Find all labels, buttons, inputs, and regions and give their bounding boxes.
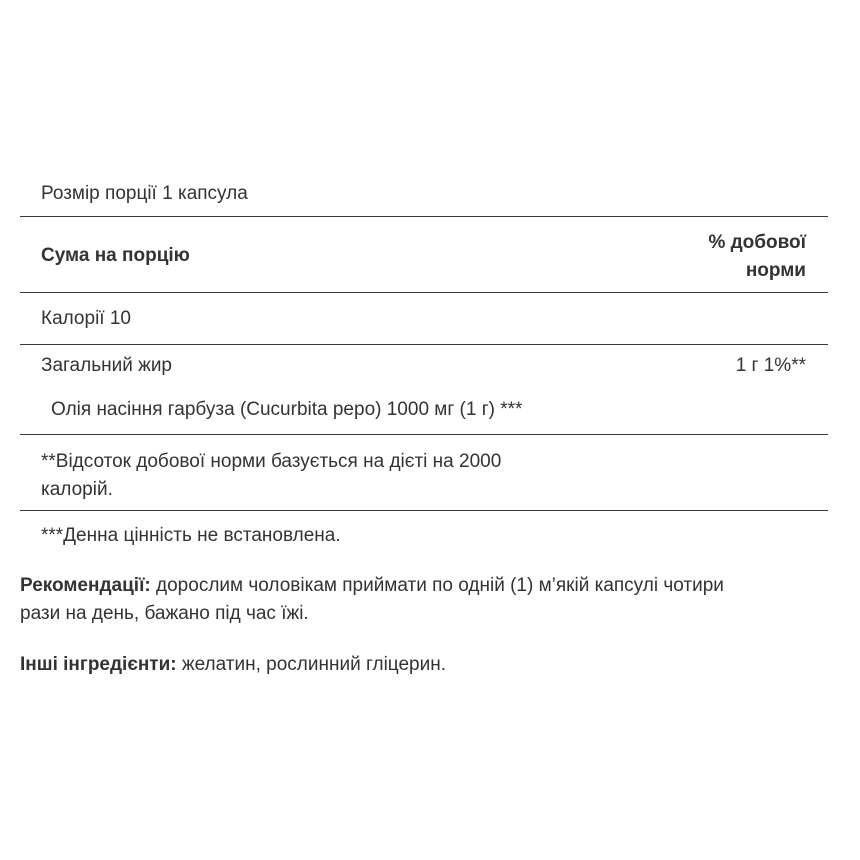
total-fat-value: 1 г 1%** <box>735 355 806 376</box>
recommendations-text-line1: дорослим чоловікам приймати по одній (1) м’якій капсулі чотири <box>150 575 724 596</box>
header-daily-value-line1: % добової <box>708 232 806 253</box>
divider <box>20 292 828 293</box>
footnote-not-established: ***Денна цінність не встановлена. <box>41 525 341 546</box>
footnote-daily-value-line2: калорій. <box>41 479 113 500</box>
divider <box>20 434 828 435</box>
header-amount-per-serving: Сума на порцію <box>41 245 190 266</box>
other-ingredients-label: Інші інгредієнти: <box>20 654 177 675</box>
header-daily-value-line2: норми <box>745 260 806 281</box>
other-ingredients-paragraph <box>20 651 820 679</box>
divider <box>20 510 828 511</box>
other-ingredients-text: желатин, рослинний гліцерин. <box>176 654 446 675</box>
footnote-daily-value-line1: **Відсоток добової норми базується на дієті на 2000 <box>41 451 502 472</box>
pumpkin-seed-oil-row: Олія насіння гарбуза (Cucurbita pepo) 1000 мг (1 г) *** <box>51 399 523 420</box>
divider <box>20 344 828 345</box>
total-fat-label: Загальний жир <box>41 355 172 376</box>
recommendations-label: Рекомендації: <box>20 575 151 596</box>
calories-row: Калорії 10 <box>41 308 131 329</box>
divider <box>20 216 828 217</box>
recommendations-paragraph <box>20 572 820 628</box>
serving-size: Розмір порції 1 капсула <box>41 183 248 204</box>
recommendations-text-line2: рази на день, бажано під час їжі. <box>20 603 309 624</box>
